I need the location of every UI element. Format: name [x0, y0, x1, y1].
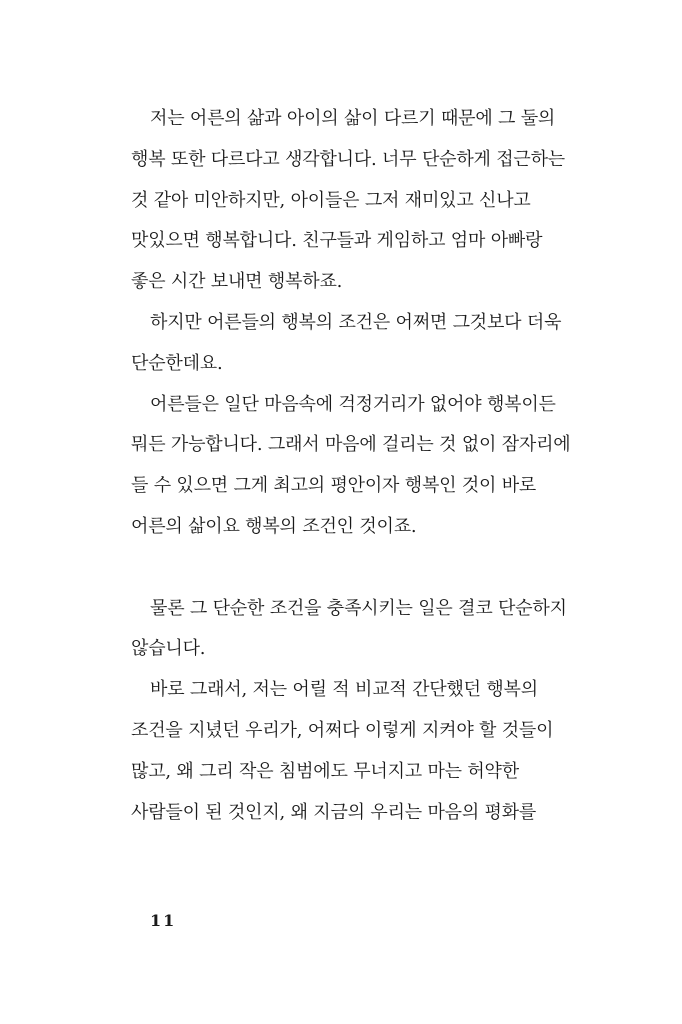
text-line: 맛있으면 행복합니다. 친구들과 게임하고 엄마 아빠랑	[131, 230, 543, 252]
text-line: 뭐든 가능합니다. 그래서 마음에 걸리는 것 없이 잠자리에	[131, 434, 571, 456]
text-line: 하지만 어른들의 행복의 조건은 어쩌면 그것보다 더욱	[150, 311, 562, 333]
text-line: 않습니다.	[131, 638, 206, 660]
text-line: 행복 또한 다르다고 생각합니다. 너무 단순하게 접근하는	[131, 148, 565, 170]
text-line: 좋은 시간 보내면 행복하죠.	[131, 271, 343, 293]
text-line: 물론 그 단순한 조건을 충족시키는 일은 결코 단순하지	[150, 597, 567, 619]
page-number: 11	[150, 911, 177, 930]
text-line: 들 수 있으면 그게 최고의 평안이자 행복인 것이 바로	[131, 475, 537, 497]
text-line: 것 같아 미안하지만, 아이들은 그저 재미있고 신나고	[131, 189, 531, 211]
text-line: 어른의 삶이요 행복의 조건인 것이죠.	[131, 515, 417, 537]
paragraph-gap	[131, 548, 591, 589]
text-line: 단순한데요.	[131, 352, 223, 374]
text-line: 어른들은 일단 마음속에 걱정거리가 없어야 행복이든	[150, 393, 556, 415]
text-line: 바로 그래서, 저는 어릴 적 비교적 간단했던 행복의	[150, 679, 538, 701]
text-line: 저는 어른의 삶과 아이의 삶이 다르기 때문에 그 둘의	[150, 108, 556, 129]
text-line: 많고, 왜 그리 작은 침범에도 무너지고 마는 허약한	[131, 760, 519, 782]
body-text	[131, 99, 591, 833]
text-line: 사람들이 된 것인지, 왜 지금의 우리는 마음의 평화를	[131, 801, 537, 823]
text-line: 조건을 지녔던 우리가, 어쩌다 이렇게 지켜야 할 것들이	[131, 719, 554, 741]
